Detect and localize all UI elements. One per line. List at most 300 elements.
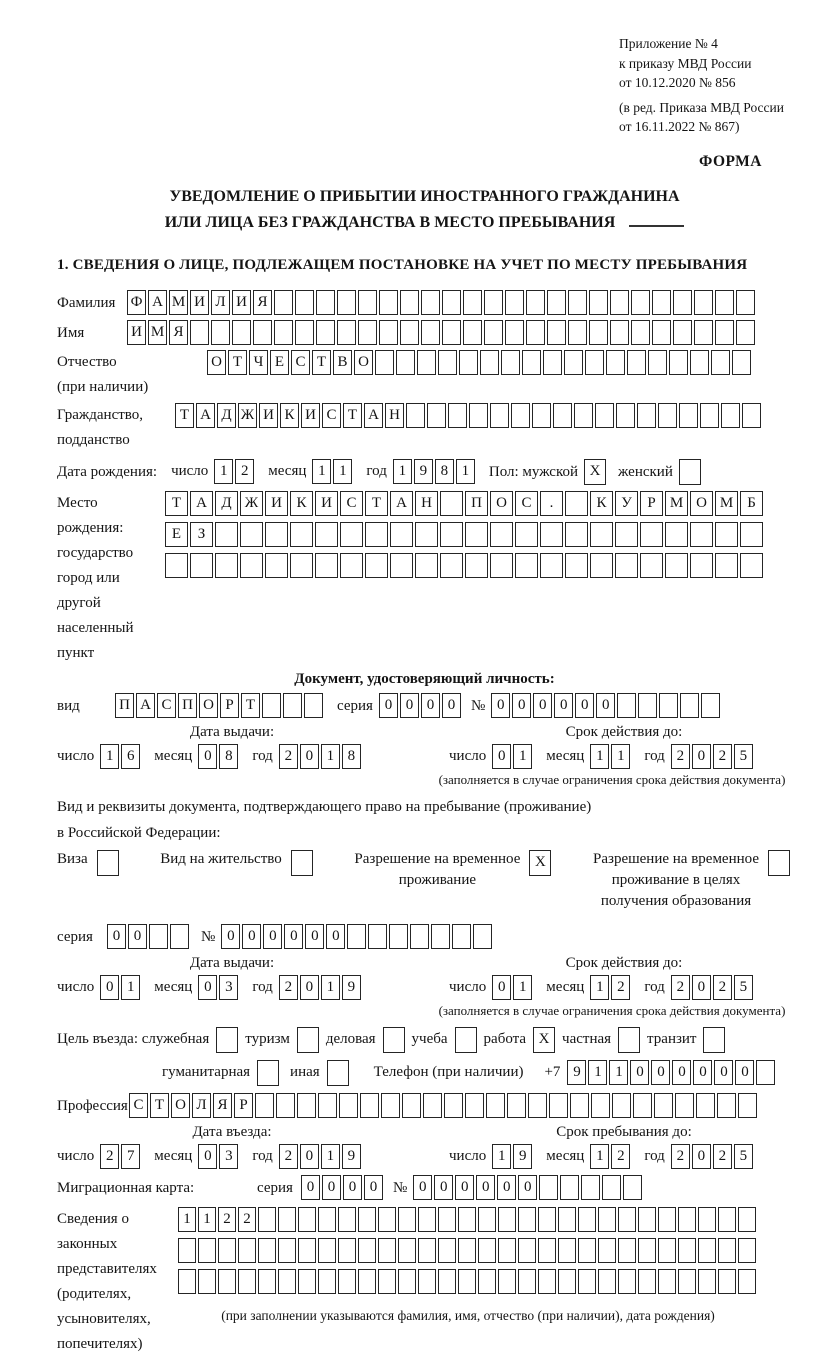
char-box[interactable]: 1 — [333, 459, 352, 484]
char-box[interactable]: 1 — [588, 1060, 607, 1085]
char-box[interactable]: 1 — [456, 459, 475, 484]
char-box[interactable]: Т — [312, 350, 331, 375]
char-box[interactable] — [253, 320, 272, 345]
char-box[interactable]: 1 — [590, 1144, 609, 1169]
char-box[interactable] — [406, 403, 425, 428]
char-box[interactable] — [518, 1238, 536, 1263]
char-box[interactable] — [658, 1238, 676, 1263]
purpose-other-checkbox[interactable] — [327, 1060, 349, 1086]
char-box[interactable]: Т — [241, 693, 260, 718]
char-box[interactable] — [756, 1060, 775, 1085]
char-box[interactable]: 1 — [198, 1207, 216, 1232]
char-box[interactable] — [170, 924, 189, 949]
char-box[interactable] — [732, 350, 751, 375]
char-box[interactable] — [553, 403, 572, 428]
char-box[interactable] — [589, 290, 608, 315]
char-box[interactable]: А — [364, 403, 383, 428]
char-box[interactable]: И — [259, 403, 278, 428]
char-box[interactable] — [338, 1269, 356, 1294]
char-box[interactable] — [543, 350, 562, 375]
char-box[interactable] — [618, 1207, 636, 1232]
char-box[interactable]: 0 — [343, 1175, 362, 1200]
char-box[interactable]: 0 — [322, 1175, 341, 1200]
char-box[interactable] — [568, 290, 587, 315]
purpose-official-checkbox[interactable] — [216, 1027, 238, 1053]
char-box[interactable] — [558, 1207, 576, 1232]
char-box[interactable]: 0 — [692, 975, 711, 1000]
char-box[interactable] — [738, 1238, 756, 1263]
char-box[interactable] — [690, 350, 709, 375]
char-box[interactable] — [358, 1207, 376, 1232]
char-box[interactable] — [165, 553, 188, 578]
char-box[interactable] — [265, 522, 288, 547]
char-box[interactable] — [498, 1238, 516, 1263]
char-box[interactable] — [528, 1093, 547, 1118]
char-box[interactable] — [258, 1207, 276, 1232]
char-box[interactable]: С — [291, 350, 310, 375]
char-box[interactable] — [458, 1269, 476, 1294]
char-box[interactable] — [538, 1238, 556, 1263]
char-box[interactable] — [595, 403, 614, 428]
purpose-study-checkbox[interactable] — [455, 1027, 477, 1053]
char-box[interactable] — [484, 290, 503, 315]
char-box[interactable] — [444, 1093, 463, 1118]
char-box[interactable] — [498, 1269, 516, 1294]
char-box[interactable]: Т — [165, 491, 188, 516]
char-box[interactable] — [190, 553, 213, 578]
char-box[interactable] — [565, 491, 588, 516]
char-box[interactable]: 1 — [393, 459, 412, 484]
char-box[interactable]: 0 — [442, 693, 461, 718]
char-box[interactable]: Н — [415, 491, 438, 516]
char-box[interactable] — [623, 1175, 642, 1200]
char-box[interactable]: 2 — [279, 744, 298, 769]
char-box[interactable] — [418, 1207, 436, 1232]
char-box[interactable]: Л — [192, 1093, 211, 1118]
char-box[interactable]: 2 — [611, 1144, 630, 1169]
char-box[interactable] — [717, 1093, 736, 1118]
sex-female-checkbox[interactable] — [679, 459, 701, 485]
char-box[interactable]: Ф — [127, 290, 146, 315]
char-box[interactable] — [564, 350, 583, 375]
char-box[interactable] — [402, 1093, 421, 1118]
char-box[interactable] — [378, 1238, 396, 1263]
char-box[interactable]: 0 — [198, 975, 217, 1000]
char-box[interactable]: 8 — [219, 744, 238, 769]
char-box[interactable]: 1 — [321, 975, 340, 1000]
char-box[interactable] — [360, 1093, 379, 1118]
char-box[interactable] — [238, 1238, 256, 1263]
char-box[interactable] — [358, 290, 377, 315]
char-box[interactable] — [463, 320, 482, 345]
char-box[interactable] — [238, 1269, 256, 1294]
char-box[interactable] — [318, 1269, 336, 1294]
char-box[interactable]: М — [665, 491, 688, 516]
char-box[interactable] — [232, 320, 251, 345]
char-box[interactable]: 0 — [491, 693, 510, 718]
char-box[interactable] — [522, 350, 541, 375]
char-box[interactable]: 0 — [672, 1060, 691, 1085]
char-box[interactable]: М — [715, 491, 738, 516]
char-box[interactable] — [358, 1238, 376, 1263]
char-box[interactable]: О — [199, 693, 218, 718]
char-box[interactable] — [274, 320, 293, 345]
char-box[interactable] — [262, 693, 281, 718]
char-box[interactable] — [736, 290, 755, 315]
char-box[interactable] — [265, 553, 288, 578]
char-box[interactable] — [258, 1238, 276, 1263]
char-box[interactable] — [396, 350, 415, 375]
char-box[interactable] — [431, 924, 450, 949]
char-box[interactable] — [558, 1238, 576, 1263]
char-box[interactable] — [318, 1207, 336, 1232]
char-box[interactable] — [398, 1269, 416, 1294]
char-box[interactable] — [297, 1093, 316, 1118]
char-box[interactable] — [304, 693, 323, 718]
char-box[interactable] — [442, 290, 461, 315]
char-box[interactable] — [578, 1269, 596, 1294]
char-box[interactable]: . — [540, 491, 563, 516]
char-box[interactable] — [452, 924, 471, 949]
char-box[interactable]: Т — [175, 403, 194, 428]
char-box[interactable] — [540, 553, 563, 578]
char-box[interactable]: Е — [165, 522, 188, 547]
char-box[interactable] — [680, 693, 699, 718]
char-box[interactable] — [673, 320, 692, 345]
char-box[interactable] — [679, 403, 698, 428]
char-box[interactable] — [610, 290, 629, 315]
char-box[interactable]: 1 — [100, 744, 119, 769]
char-box[interactable]: 1 — [513, 975, 532, 1000]
char-box[interactable]: М — [148, 320, 167, 345]
purpose-private-checkbox[interactable] — [618, 1027, 640, 1053]
char-box[interactable]: С — [340, 491, 363, 516]
char-box[interactable] — [627, 350, 646, 375]
char-box[interactable] — [700, 403, 719, 428]
char-box[interactable] — [690, 553, 713, 578]
char-box[interactable] — [598, 1238, 616, 1263]
temporary-residence-education-checkbox[interactable] — [768, 850, 790, 876]
char-box[interactable] — [694, 320, 713, 345]
char-box[interactable] — [585, 350, 604, 375]
char-box[interactable] — [718, 1238, 736, 1263]
char-box[interactable] — [316, 290, 335, 315]
char-box[interactable]: И — [127, 320, 146, 345]
char-box[interactable]: 2 — [713, 744, 732, 769]
char-box[interactable]: 1 — [609, 1060, 628, 1085]
sex-male-checkbox[interactable]: X — [584, 459, 606, 485]
char-box[interactable] — [381, 1093, 400, 1118]
char-box[interactable]: 2 — [238, 1207, 256, 1232]
char-box[interactable] — [740, 522, 763, 547]
char-box[interactable] — [438, 350, 457, 375]
char-box[interactable] — [418, 1238, 436, 1263]
char-box[interactable] — [440, 553, 463, 578]
char-box[interactable] — [278, 1238, 296, 1263]
char-box[interactable]: 0 — [497, 1175, 516, 1200]
char-box[interactable] — [490, 553, 513, 578]
char-box[interactable]: Н — [385, 403, 404, 428]
char-box[interactable] — [549, 1093, 568, 1118]
char-box[interactable] — [415, 553, 438, 578]
char-box[interactable]: 0 — [284, 924, 303, 949]
char-box[interactable]: 2 — [218, 1207, 236, 1232]
char-box[interactable] — [290, 553, 313, 578]
char-box[interactable] — [540, 522, 563, 547]
char-box[interactable] — [532, 403, 551, 428]
char-box[interactable] — [658, 1207, 676, 1232]
char-box[interactable] — [276, 1093, 295, 1118]
char-box[interactable]: 1 — [513, 744, 532, 769]
char-box[interactable] — [478, 1269, 496, 1294]
char-box[interactable] — [694, 290, 713, 315]
residence-permit-checkbox[interactable] — [291, 850, 313, 876]
char-box[interactable] — [400, 320, 419, 345]
char-box[interactable]: О — [690, 491, 713, 516]
char-box[interactable]: И — [265, 491, 288, 516]
char-box[interactable]: О — [354, 350, 373, 375]
char-box[interactable] — [358, 320, 377, 345]
char-box[interactable] — [581, 1175, 600, 1200]
char-box[interactable]: 1 — [214, 459, 233, 484]
char-box[interactable] — [698, 1269, 716, 1294]
char-box[interactable] — [640, 553, 663, 578]
char-box[interactable] — [365, 522, 388, 547]
char-box[interactable] — [315, 553, 338, 578]
char-box[interactable] — [215, 522, 238, 547]
char-box[interactable] — [591, 1093, 610, 1118]
visa-checkbox[interactable] — [97, 850, 119, 876]
char-box[interactable]: А — [136, 693, 155, 718]
char-box[interactable]: 0 — [300, 744, 319, 769]
char-box[interactable]: 7 — [121, 1144, 140, 1169]
char-box[interactable]: 1 — [178, 1207, 196, 1232]
char-box[interactable]: 1 — [312, 459, 331, 484]
char-box[interactable]: П — [178, 693, 197, 718]
char-box[interactable] — [538, 1207, 556, 1232]
char-box[interactable] — [318, 1093, 337, 1118]
char-box[interactable]: 2 — [279, 1144, 298, 1169]
char-box[interactable] — [590, 553, 613, 578]
char-box[interactable] — [290, 522, 313, 547]
char-box[interactable] — [505, 320, 524, 345]
char-box[interactable] — [638, 1238, 656, 1263]
char-box[interactable]: 0 — [198, 1144, 217, 1169]
char-box[interactable]: 1 — [590, 975, 609, 1000]
char-box[interactable]: 0 — [533, 693, 552, 718]
char-box[interactable] — [511, 403, 530, 428]
char-box[interactable]: 5 — [734, 975, 753, 1000]
char-box[interactable]: 0 — [400, 693, 419, 718]
char-box[interactable] — [715, 522, 738, 547]
char-box[interactable]: 0 — [263, 924, 282, 949]
char-box[interactable] — [715, 553, 738, 578]
char-box[interactable]: 0 — [326, 924, 345, 949]
char-box[interactable] — [598, 1269, 616, 1294]
char-box[interactable]: Р — [234, 1093, 253, 1118]
char-box[interactable]: А — [390, 491, 413, 516]
char-box[interactable] — [438, 1269, 456, 1294]
purpose-work-checkbox[interactable]: X — [533, 1027, 555, 1053]
char-box[interactable]: 9 — [342, 975, 361, 1000]
char-box[interactable] — [631, 290, 650, 315]
char-box[interactable]: 0 — [512, 693, 531, 718]
char-box[interactable] — [565, 522, 588, 547]
char-box[interactable]: К — [280, 403, 299, 428]
char-box[interactable] — [701, 693, 720, 718]
char-box[interactable] — [501, 350, 520, 375]
char-box[interactable] — [715, 290, 734, 315]
char-box[interactable] — [690, 522, 713, 547]
char-box[interactable] — [240, 553, 263, 578]
char-box[interactable] — [198, 1238, 216, 1263]
char-box[interactable] — [178, 1269, 196, 1294]
char-box[interactable] — [438, 1207, 456, 1232]
char-box[interactable] — [738, 1207, 756, 1232]
char-box[interactable]: Т — [365, 491, 388, 516]
char-box[interactable]: 0 — [455, 1175, 474, 1200]
char-box[interactable]: Ж — [238, 403, 257, 428]
char-box[interactable] — [417, 350, 436, 375]
char-box[interactable]: 0 — [242, 924, 261, 949]
char-box[interactable]: 0 — [413, 1175, 432, 1200]
char-box[interactable] — [338, 1238, 356, 1263]
char-box[interactable]: 0 — [421, 693, 440, 718]
char-box[interactable] — [538, 1269, 556, 1294]
char-box[interactable]: 1 — [590, 744, 609, 769]
char-box[interactable] — [602, 1175, 621, 1200]
char-box[interactable] — [215, 553, 238, 578]
char-box[interactable] — [255, 1093, 274, 1118]
char-box[interactable]: А — [148, 290, 167, 315]
char-box[interactable] — [665, 553, 688, 578]
char-box[interactable] — [589, 320, 608, 345]
char-box[interactable] — [638, 1207, 656, 1232]
char-box[interactable] — [149, 924, 168, 949]
char-box[interactable]: 0 — [198, 744, 217, 769]
char-box[interactable] — [390, 553, 413, 578]
char-box[interactable] — [365, 553, 388, 578]
purpose-humanitarian-checkbox[interactable] — [257, 1060, 279, 1086]
char-box[interactable] — [652, 320, 671, 345]
char-box[interactable] — [654, 1093, 673, 1118]
char-box[interactable] — [618, 1269, 636, 1294]
char-box[interactable] — [612, 1093, 631, 1118]
char-box[interactable]: Т — [150, 1093, 169, 1118]
char-box[interactable]: 0 — [221, 924, 240, 949]
char-box[interactable] — [448, 403, 467, 428]
char-box[interactable] — [578, 1207, 596, 1232]
char-box[interactable] — [278, 1207, 296, 1232]
char-box[interactable] — [218, 1269, 236, 1294]
char-box[interactable] — [598, 1207, 616, 1232]
char-box[interactable] — [337, 320, 356, 345]
char-box[interactable]: 9 — [513, 1144, 532, 1169]
char-box[interactable]: 0 — [492, 975, 511, 1000]
char-box[interactable]: 0 — [379, 693, 398, 718]
char-box[interactable]: С — [515, 491, 538, 516]
char-box[interactable] — [539, 1175, 558, 1200]
char-box[interactable]: 8 — [435, 459, 454, 484]
char-box[interactable] — [274, 290, 293, 315]
char-box[interactable] — [565, 553, 588, 578]
char-box[interactable]: С — [129, 1093, 148, 1118]
char-box[interactable] — [338, 1207, 356, 1232]
char-box[interactable] — [698, 1238, 716, 1263]
char-box[interactable] — [526, 320, 545, 345]
char-box[interactable]: Я — [253, 290, 272, 315]
char-box[interactable]: М — [169, 290, 188, 315]
char-box[interactable]: С — [157, 693, 176, 718]
char-box[interactable] — [469, 403, 488, 428]
char-box[interactable]: Т — [228, 350, 247, 375]
char-box[interactable] — [463, 290, 482, 315]
purpose-tourism-checkbox[interactable] — [297, 1027, 319, 1053]
char-box[interactable]: П — [465, 491, 488, 516]
char-box[interactable]: Я — [213, 1093, 232, 1118]
char-box[interactable] — [258, 1269, 276, 1294]
char-box[interactable]: К — [590, 491, 613, 516]
char-box[interactable] — [578, 1238, 596, 1263]
char-box[interactable]: Р — [220, 693, 239, 718]
char-box[interactable]: 0 — [518, 1175, 537, 1200]
char-box[interactable] — [738, 1093, 757, 1118]
char-box[interactable] — [421, 320, 440, 345]
purpose-transit-checkbox[interactable] — [703, 1027, 725, 1053]
char-box[interactable] — [198, 1269, 216, 1294]
char-box[interactable]: 0 — [596, 693, 615, 718]
char-box[interactable]: 0 — [651, 1060, 670, 1085]
char-box[interactable]: 0 — [476, 1175, 495, 1200]
char-box[interactable]: К — [290, 491, 313, 516]
char-box[interactable] — [518, 1269, 536, 1294]
char-box[interactable] — [298, 1238, 316, 1263]
char-box[interactable] — [295, 320, 314, 345]
char-box[interactable]: А — [190, 491, 213, 516]
char-box[interactable] — [515, 553, 538, 578]
char-box[interactable] — [390, 522, 413, 547]
char-box[interactable] — [696, 1093, 715, 1118]
char-box[interactable]: А — [196, 403, 215, 428]
char-box[interactable] — [633, 1093, 652, 1118]
char-box[interactable]: 1 — [611, 744, 630, 769]
char-box[interactable]: 0 — [735, 1060, 754, 1085]
char-box[interactable]: Е — [270, 350, 289, 375]
char-box[interactable] — [465, 522, 488, 547]
purpose-business-checkbox[interactable] — [383, 1027, 405, 1053]
char-box[interactable] — [718, 1207, 736, 1232]
char-box[interactable] — [410, 924, 429, 949]
char-box[interactable]: 5 — [734, 1144, 753, 1169]
char-box[interactable] — [316, 320, 335, 345]
char-box[interactable]: 3 — [219, 975, 238, 1000]
char-box[interactable]: В — [333, 350, 352, 375]
char-box[interactable] — [478, 1238, 496, 1263]
char-box[interactable] — [421, 290, 440, 315]
char-box[interactable]: 2 — [671, 975, 690, 1000]
char-box[interactable] — [438, 1238, 456, 1263]
char-box[interactable] — [698, 1207, 716, 1232]
char-box[interactable]: 2 — [235, 459, 254, 484]
char-box[interactable] — [590, 522, 613, 547]
char-box[interactable]: 0 — [492, 744, 511, 769]
char-box[interactable] — [558, 1269, 576, 1294]
char-box[interactable] — [315, 522, 338, 547]
char-box[interactable] — [659, 693, 678, 718]
char-box[interactable] — [631, 320, 650, 345]
char-box[interactable]: 0 — [364, 1175, 383, 1200]
char-box[interactable] — [507, 1093, 526, 1118]
